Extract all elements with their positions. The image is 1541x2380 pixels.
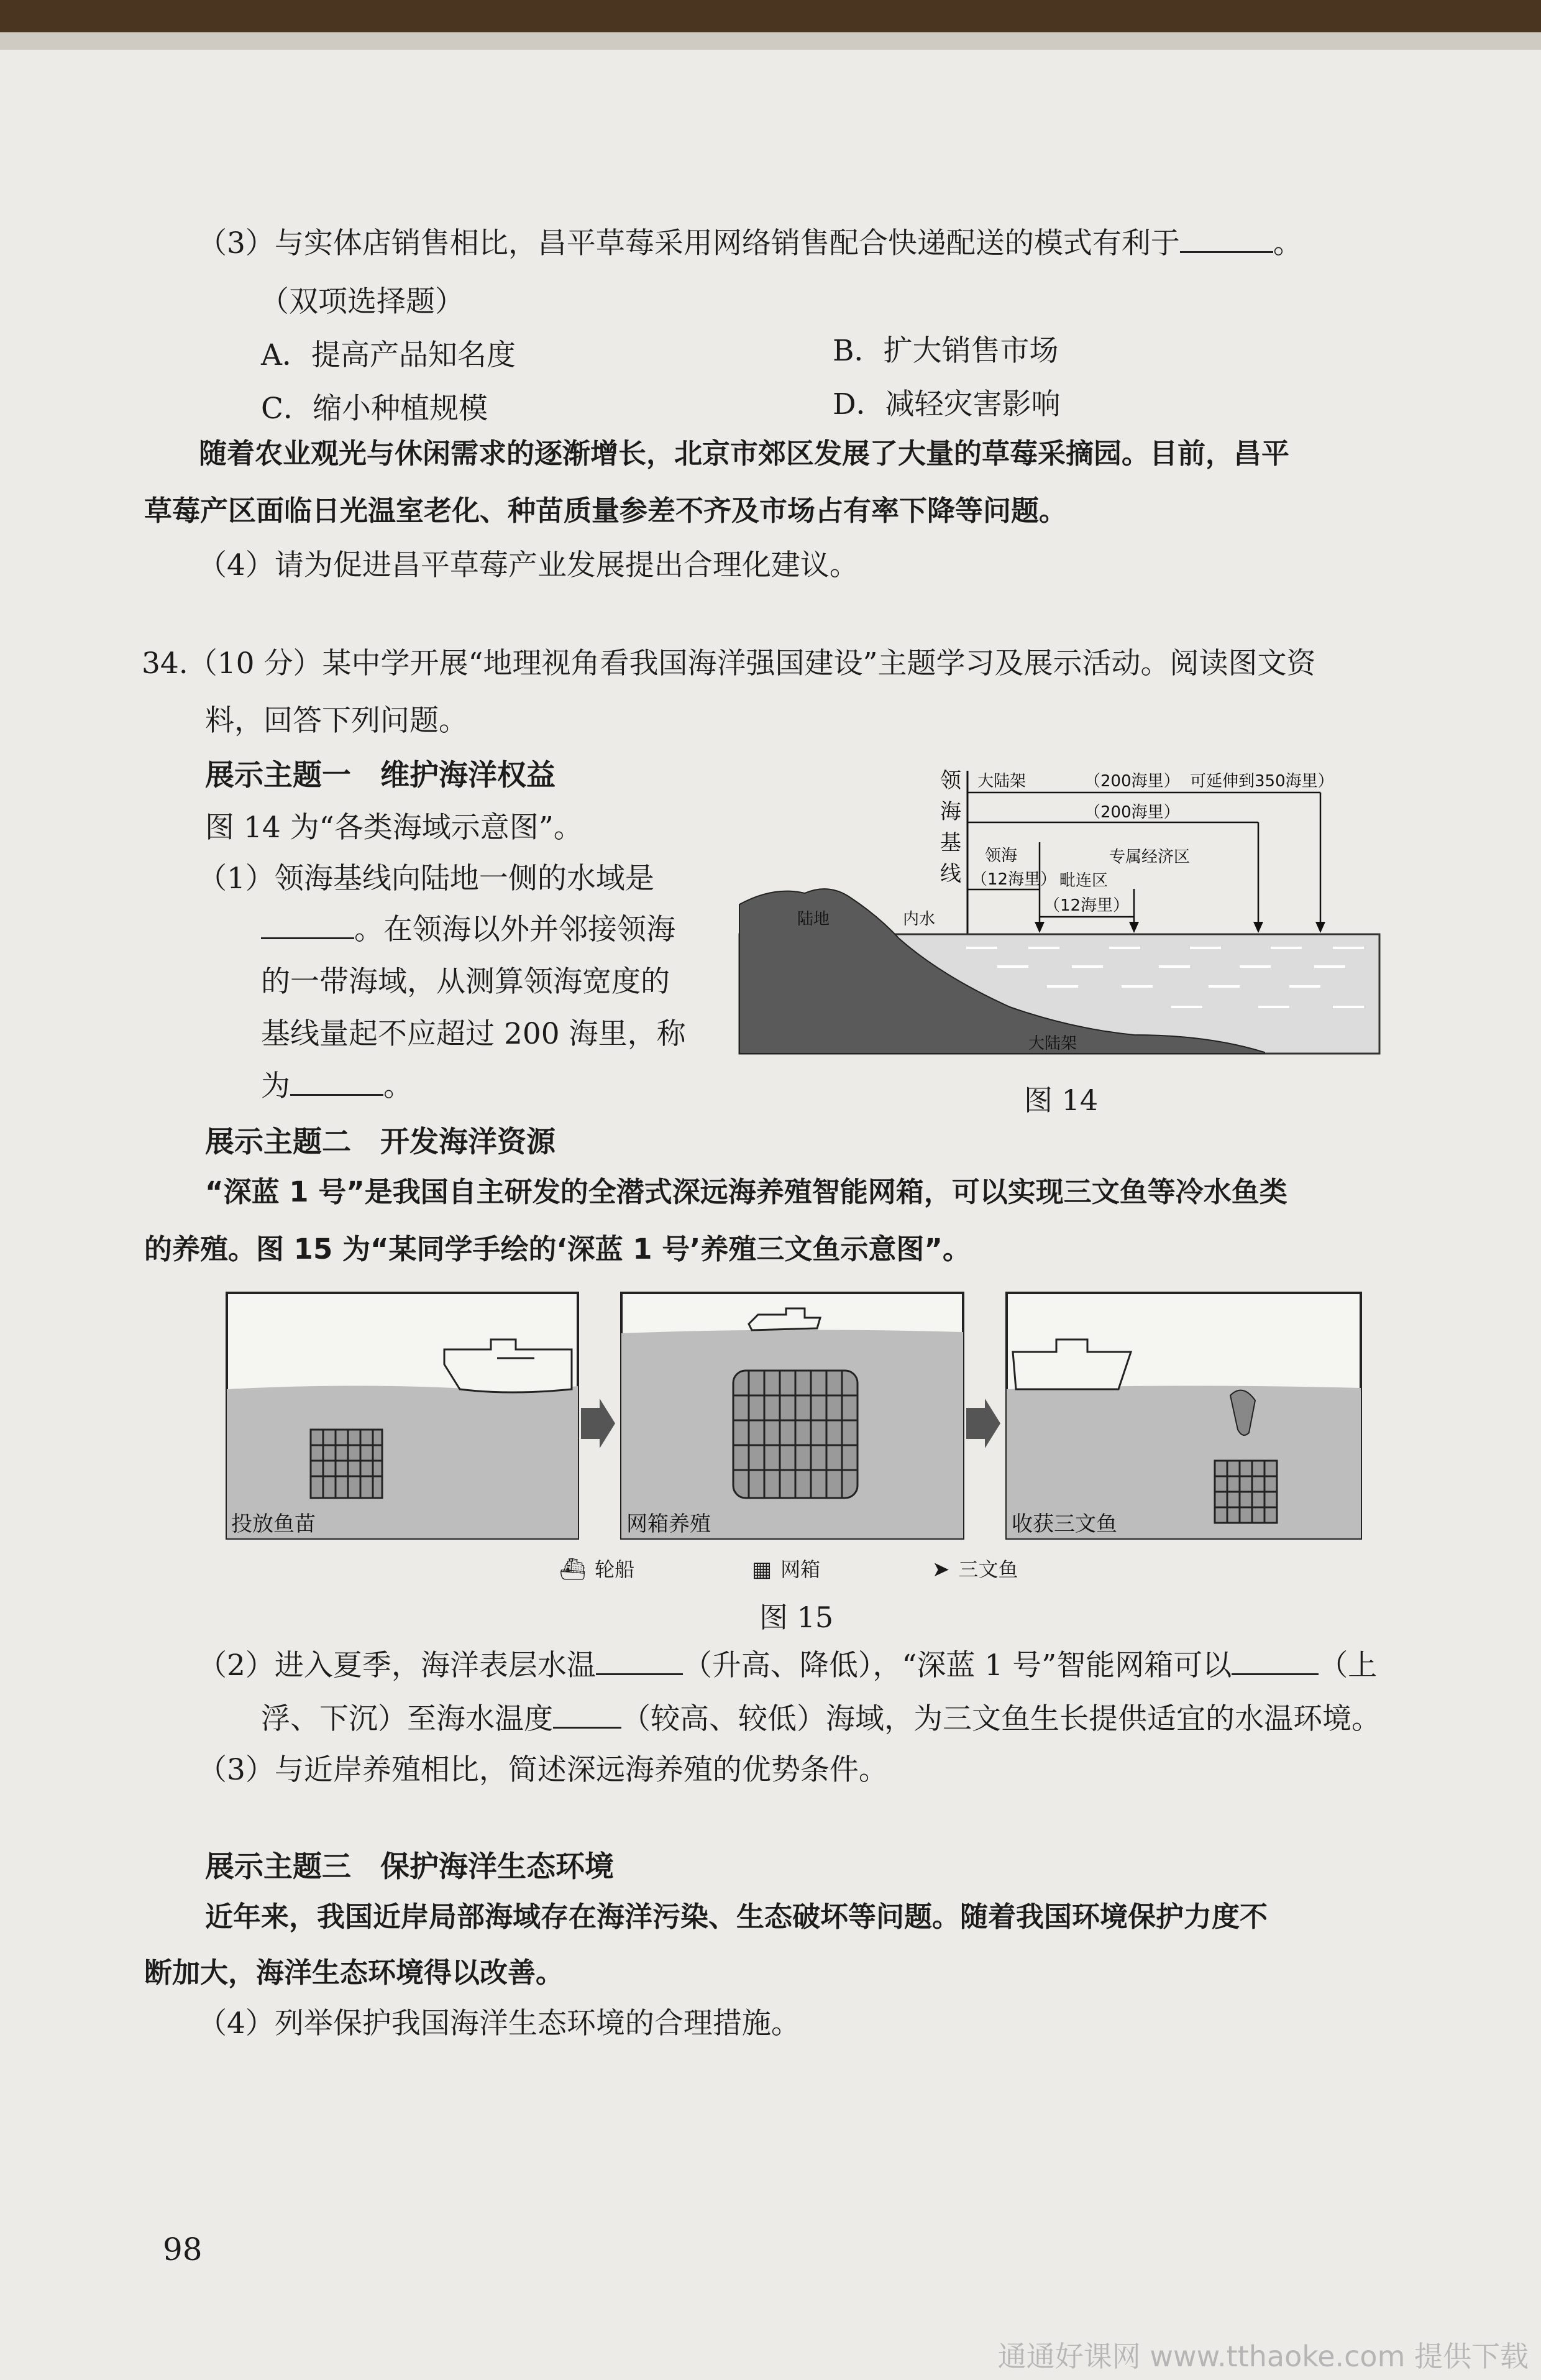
figure-14-sea-zones <box>736 761 1386 1057</box>
theme3-paragraph-line2: 断加大，海洋生态环境得以改善。 <box>144 1956 564 1989</box>
fig14-intro: 图 14 为“各类海域示意图”。 <box>205 811 583 845</box>
q34-intro-line1: 34.（10 分）某中学开展“地理视角看我国海洋强国建设”主题学习及展示活动。阅读图文资 <box>142 646 1316 681</box>
fish-icon: ➤ <box>932 1557 950 1582</box>
panel-harvest-salmon <box>1007 1293 1361 1538</box>
option-d: D．减轻灾害影响 <box>833 387 1061 421</box>
theme3-paragraph-line1: 近年来，我国近岸局部海域存在海洋污染、生态破坏等问题。随着我国环境保护力度不 <box>205 1900 1268 1933</box>
fig14-land-label: 陆地 <box>797 910 830 929</box>
baseline-char-2: 海 <box>940 799 961 824</box>
theme2-paragraph-line2: 的养殖。图 15 为“某同学手绘的‘深蓝 1 号’养殖三文鱼示意图”。 <box>144 1233 971 1266</box>
q33-sub3: （3）与实体店销售相比，昌平草莓采用网络销售配合快递配送的模式有利于 。 <box>198 226 1302 260</box>
theme1-heading: 展示主题一 维护海洋权益 <box>205 758 556 793</box>
theme3-heading: 展示主题三 保护海洋生态环境 <box>205 1850 614 1884</box>
fig14-extendable-label: 可延伸到350海里） <box>1190 772 1334 791</box>
page-edge <box>0 32 1541 50</box>
fig14-continental-shelf-label: 大陆架 <box>977 772 1027 791</box>
q34-sub1-line1: （1）领海基线向陆地一侧的水域是 <box>198 861 654 896</box>
book-spine-edge <box>0 0 1541 32</box>
q34-sub4: （4）列举保护我国海洋生态环境的合理措施。 <box>198 2006 800 2041</box>
theme2-heading: 展示主题二 开发海洋资源 <box>205 1125 556 1159</box>
q33-paragraph-line2: 草莓产区面临日光温室老化、种苗质量参差不齐及市场占有率下降等问题。 <box>144 494 1068 527</box>
panel-cage-farming <box>621 1293 963 1538</box>
fig14-internal-waters-label: 内水 <box>903 910 936 929</box>
q34-sub1-line5: 为 。 <box>261 1069 413 1103</box>
legend-fish: ➤ 三文鱼 <box>932 1557 1018 1582</box>
q34-sub2-line2: 浮、下沉）至海水温度 （较高、较低）海域，为三文鱼生长提供适宜的水温环境。 <box>261 1702 1381 1736</box>
baseline-char-3: 基 <box>940 830 961 855</box>
fig14-shelf-bottom-label: 大陆架 <box>1028 1034 1077 1053</box>
panel3-label: 收获三文鱼 <box>1012 1512 1117 1537</box>
q33-sub4: （4）请为促进昌平草莓产业发展提出合理化建议。 <box>198 548 859 582</box>
q34-sub1-line3: 的一带海域，从测算领海宽度的 <box>261 965 670 999</box>
panel2-label: 网箱养殖 <box>626 1512 711 1537</box>
fig14-eez-label: 专属经济区 <box>1109 848 1191 866</box>
fig14-territorial-sea-label: 领海 <box>985 847 1018 865</box>
q34-sub3: （3）与近岸养殖相比，简述深远海养殖的优势条件。 <box>198 1753 888 1787</box>
panel-stock-fry <box>227 1293 578 1538</box>
ship-icon: ⛴ <box>559 1557 587 1582</box>
q34-sub1-line4: 基线量起不应超过 200 海里，称 <box>261 1017 686 1051</box>
q34-sub1-line2: 。在领海以外并邻接领海 <box>261 911 675 949</box>
fig14-contiguous-zone-label: 毗连区 <box>1059 871 1109 890</box>
fig14-200nm-label-a: （200海里） <box>1084 772 1180 791</box>
q33-paragraph-line1: 随着农业观光与休闲需求的逐渐增长，北京市郊区发展了大量的草莓采摘园。目前，昌平 <box>199 437 1290 470</box>
fig14-caption: 图 14 <box>1024 1083 1099 1117</box>
cage-icon: ▦ <box>752 1557 772 1582</box>
q34-intro-line2: 料，回答下列问题。 <box>205 704 468 738</box>
fig15-caption: 图 15 <box>759 1601 834 1634</box>
watermark: 通通好课网 www.tthaoke.com 提供下载 <box>997 2340 1529 2373</box>
fig14-12nm-label-a: （12海里） <box>971 870 1057 889</box>
panel1-label: 投放鱼苗 <box>231 1512 316 1537</box>
baseline-char-1: 领 <box>940 768 961 793</box>
baseline-label <box>940 768 962 886</box>
figure-15-salmon-farming <box>224 1290 1364 1548</box>
fig14-200nm-label-b: （200海里） <box>1084 803 1180 822</box>
q34-sub2-line1: （2）进入夏季，海洋表层水温 （升高、降低），“深蓝 1 号”智能网箱可以 （上 <box>198 1648 1378 1683</box>
q33-sub3-note: （双项选择题） <box>260 285 464 319</box>
baseline-char-4: 线 <box>940 861 961 886</box>
page-number: 98 <box>163 2231 203 2267</box>
option-a: A．提高产品知名度 <box>261 338 516 372</box>
option-c: C．缩小种植规模 <box>261 392 488 426</box>
legend-ship: ⛴ 轮船 <box>559 1557 635 1582</box>
legend-cage: ▦ 网箱 <box>752 1557 821 1582</box>
theme2-paragraph-line1: “深蓝 1 号”是我国自主研发的全潜式深远海养殖智能网箱，可以实现三文鱼等冷水鱼类 <box>205 1175 1287 1208</box>
fig14-12nm-label-b: （12海里） <box>1044 896 1130 915</box>
option-b: B．扩大销售市场 <box>833 334 1059 368</box>
